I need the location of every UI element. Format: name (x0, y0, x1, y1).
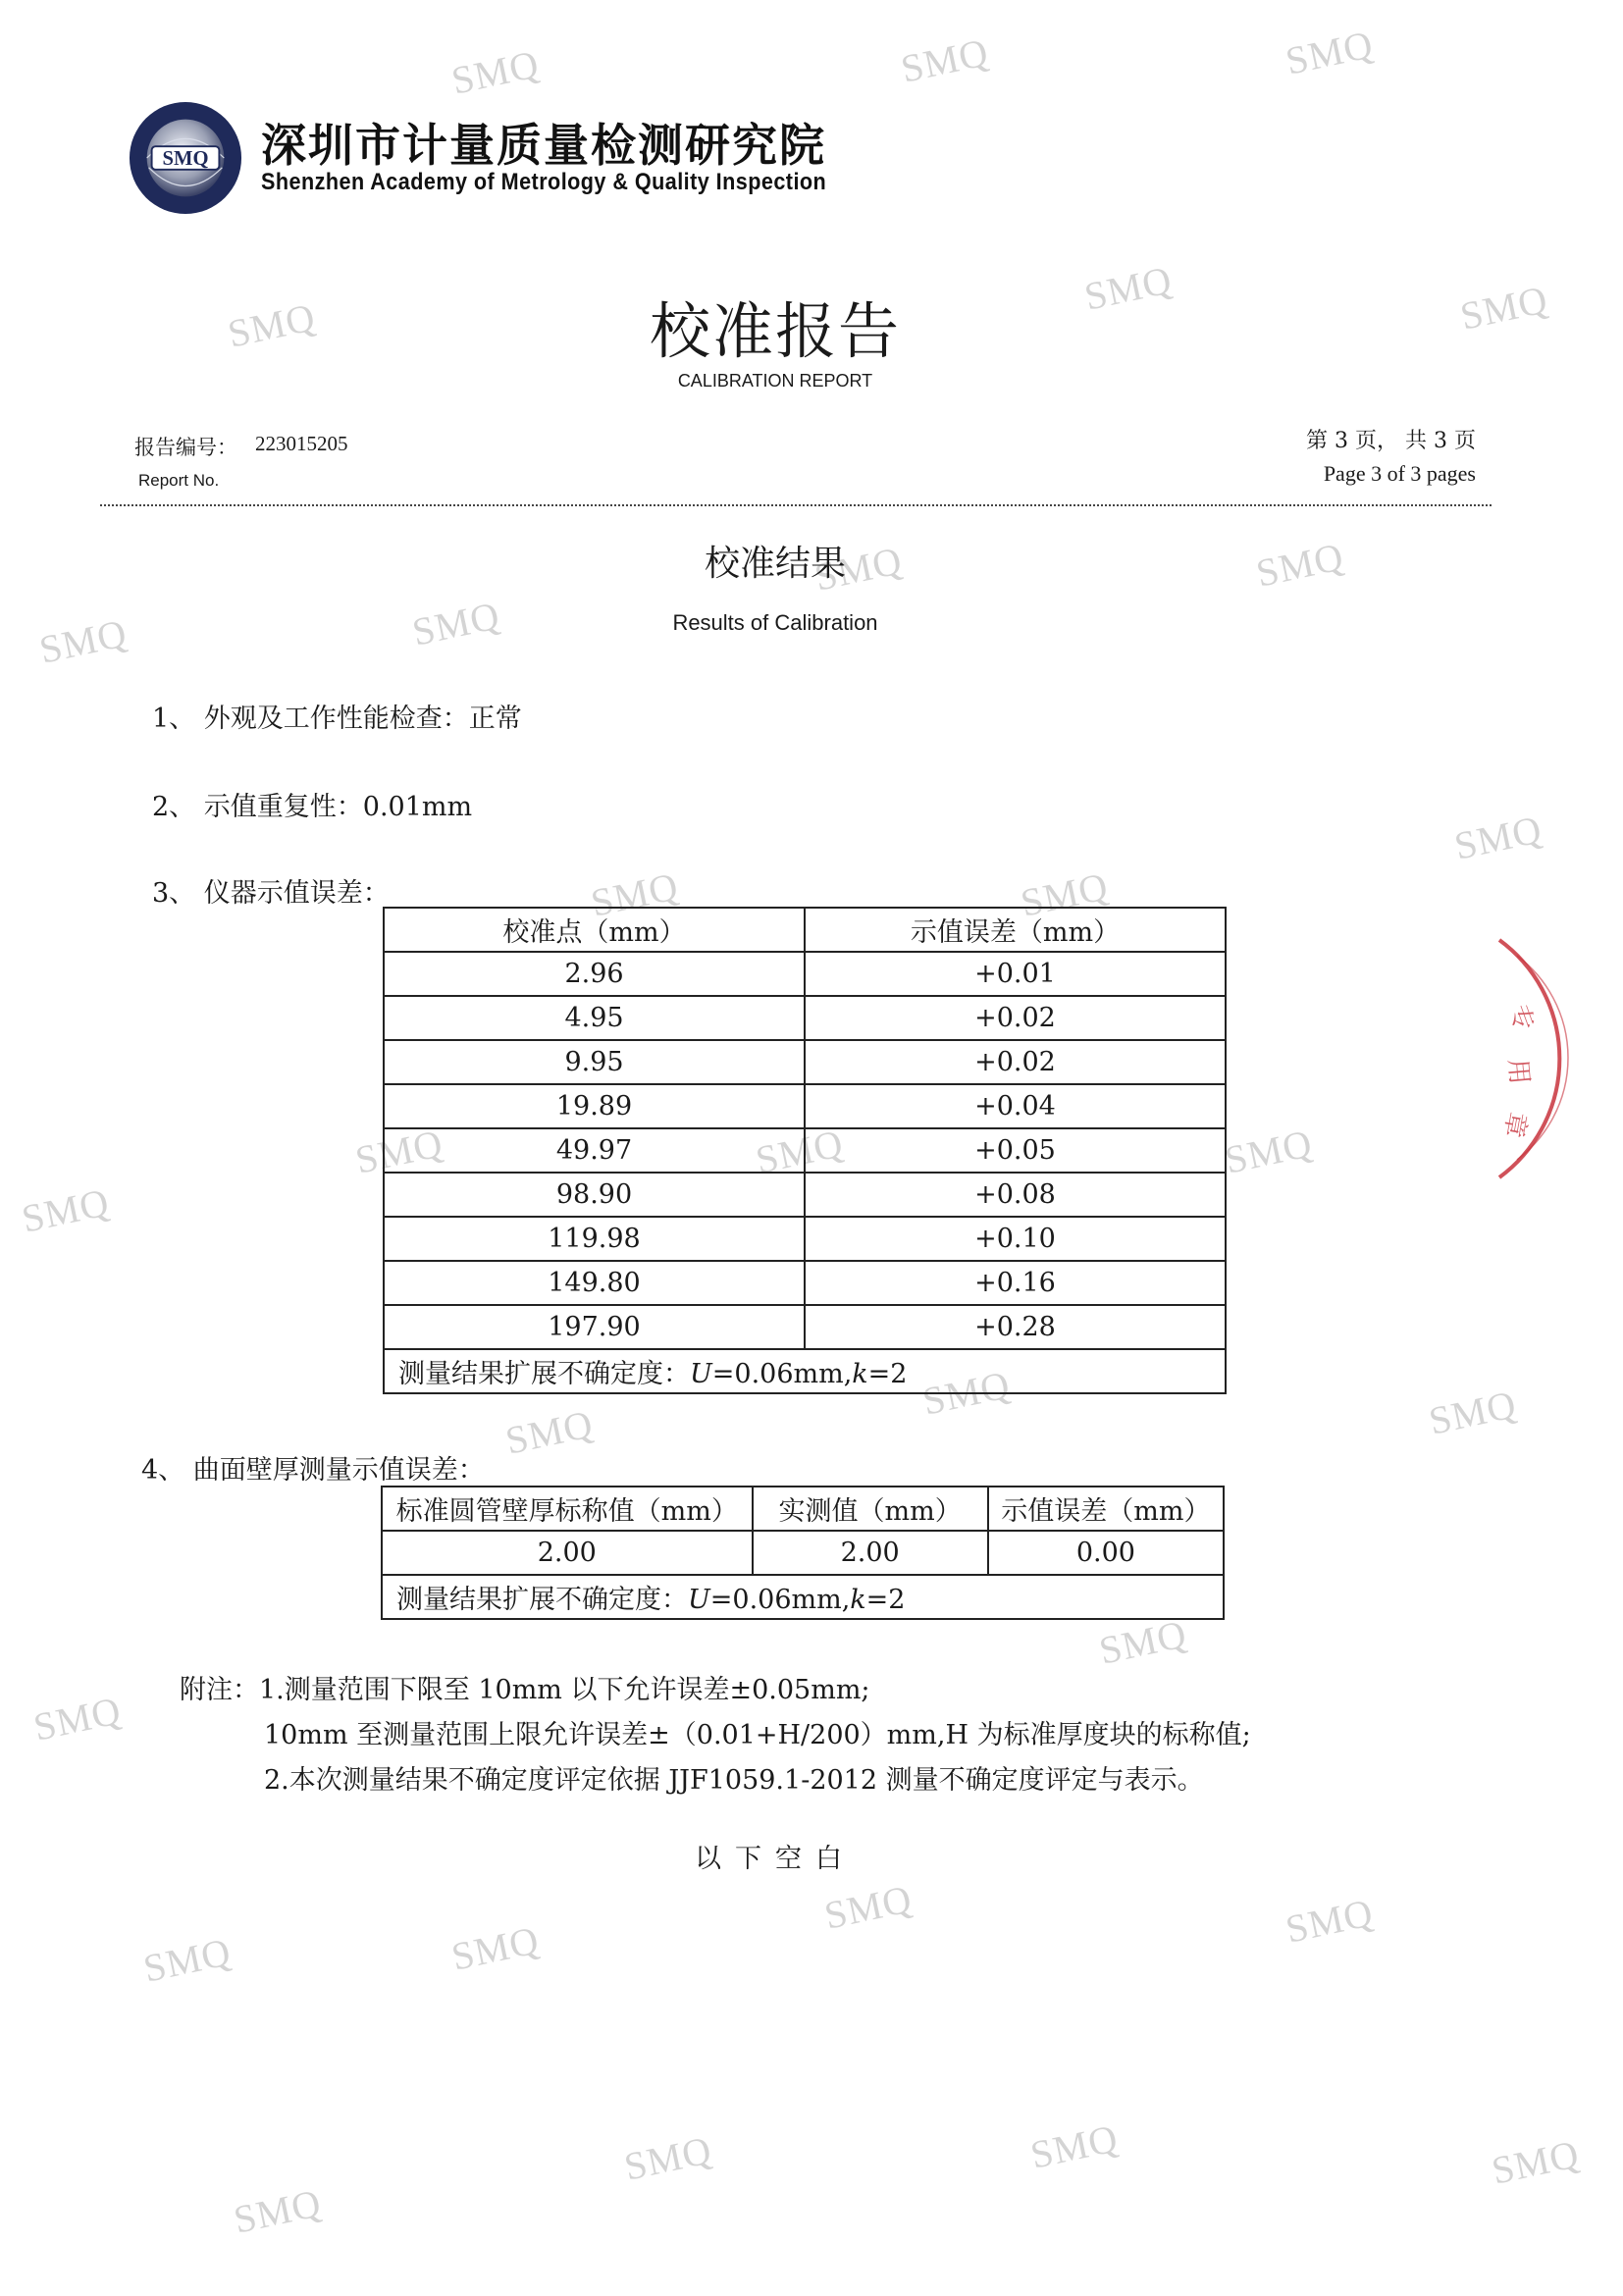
table-row (384, 1040, 1226, 1084)
table-cell: +0.04 (805, 1084, 1226, 1128)
document-title-cn: 校准报告 (649, 295, 901, 367)
org-name-cn: 深圳市计量质量检测研究院 (261, 119, 826, 172)
watermark: SMQ (1026, 2115, 1123, 2177)
watermark: SMQ (447, 41, 544, 103)
section-title-en: Results of Calibration (672, 610, 878, 635)
indication-error-item: 3、 仪器示值误差： (152, 878, 390, 909)
page-indicator-en: Page 3 of 3 pages (1323, 461, 1476, 486)
table-row (384, 1261, 1226, 1305)
report-number-label-cn: 报告编号： (134, 436, 237, 459)
watermark: SMQ (1456, 277, 1552, 339)
report-number-label-en: Report No. (138, 471, 220, 490)
svg-text:SMQ: SMQ (162, 147, 209, 170)
uncertainty-note: 测量结果扩展不确定度：U=0.06mm,k=2 (382, 1575, 1224, 1619)
table-header-row (382, 1487, 1224, 1531)
smq-logo (128, 100, 243, 216)
watermark: SMQ (897, 29, 993, 91)
watermark: SMQ (139, 1929, 236, 1991)
watermark: SMQ (811, 538, 907, 600)
table-row (384, 1217, 1226, 1261)
report-number-value: 223015205 (255, 432, 348, 455)
table-row (382, 1531, 1224, 1575)
watermark: SMQ (1450, 807, 1546, 868)
note-line: 2.本次测量结果不确定度评定依据 JJF1059.1-2012 测量不确定度评定与表示。 (264, 1765, 1204, 1796)
watermark: SMQ (1282, 22, 1378, 83)
table-cell: +0.08 (805, 1173, 1226, 1217)
table-cell: 98.90 (384, 1173, 805, 1217)
section-title-cn: 校准结果 (704, 544, 846, 584)
appearance-check-item: 1、 外观及工作性能检查：正常 (152, 704, 522, 734)
table-cell: 2.96 (384, 952, 805, 996)
table-cell: 9.95 (384, 1040, 805, 1084)
watermark: SMQ (18, 1179, 114, 1241)
wall-thickness-error-item: 4、 曲面壁厚测量示值误差： (141, 1455, 485, 1486)
svg-text:章: 章 (1497, 1109, 1532, 1140)
uncertainty-row (384, 1349, 1226, 1393)
wall-thickness-table (381, 1486, 1225, 1620)
table-row (384, 952, 1226, 996)
note-line: 10mm 至测量范围上限允许误差±（0.01+H/200）mm,H 为标准厚度块的标称值; (264, 1720, 1251, 1750)
watermark: SMQ (224, 294, 320, 356)
table-row (384, 1173, 1226, 1217)
watermark: SMQ (1221, 1121, 1317, 1182)
table-cell: +0.16 (805, 1261, 1226, 1305)
svg-text:用: 用 (1502, 1057, 1535, 1086)
watermark: SMQ (918, 1362, 1015, 1424)
watermark: SMQ (1252, 534, 1348, 596)
document-title-en: CALIBRATION REPORT (677, 371, 873, 391)
table-cell: +0.02 (805, 1040, 1226, 1084)
column-header: 示值误差（mm） (988, 1487, 1224, 1531)
watermark: SMQ (230, 2180, 326, 2242)
watermark: SMQ (620, 2127, 716, 2189)
indication-error-table (383, 907, 1227, 1394)
watermark: SMQ (587, 863, 683, 925)
table-cell: 49.97 (384, 1128, 805, 1173)
end-of-content-mark: 以下空白 (695, 1844, 856, 1874)
watermark: SMQ (35, 610, 131, 672)
notes (180, 1668, 1251, 1803)
table-cell: 4.95 (384, 996, 805, 1040)
watermark: SMQ (1017, 863, 1113, 925)
uncertainty-row (382, 1575, 1224, 1619)
watermark: SMQ (1282, 1890, 1378, 1952)
table-cell: +0.01 (805, 952, 1226, 996)
watermark: SMQ (820, 1876, 916, 1938)
table-cell: +0.10 (805, 1217, 1226, 1261)
table-cell: 197.90 (384, 1305, 805, 1349)
watermark: SMQ (501, 1401, 598, 1463)
official-seal (1470, 932, 1588, 1187)
header-divider (100, 504, 1492, 506)
watermark: SMQ (1095, 1611, 1191, 1673)
table-row (384, 1084, 1226, 1128)
table-cell: +0.28 (805, 1305, 1226, 1349)
table-row (384, 1305, 1226, 1349)
table-header-row (384, 908, 1226, 952)
org-name-en: Shenzhen Academy of Metrology & Quality Inspection (261, 169, 827, 195)
table-cell: 19.89 (384, 1084, 805, 1128)
column-header: 标准圆管壁厚标称值（mm） (382, 1487, 753, 1531)
watermark: SMQ (408, 593, 504, 654)
note-line: 附注：1.测量范围下限至 10mm 以下允许误差±0.05mm; (180, 1675, 870, 1705)
page-indicator-cn: 第 3 页， 共 3 页 (1306, 429, 1476, 453)
column-header: 实测值（mm） (753, 1487, 988, 1531)
watermark: SMQ (1488, 2131, 1584, 2193)
watermark: SMQ (1080, 257, 1177, 319)
table-row (384, 996, 1226, 1040)
svg-text:专: 专 (1502, 1001, 1540, 1035)
table-cell: 0.00 (988, 1531, 1224, 1575)
watermark: SMQ (447, 1917, 544, 1979)
table-cell: 2.00 (753, 1531, 988, 1575)
table-row (384, 1128, 1226, 1173)
table-cell: 2.00 (382, 1531, 753, 1575)
table-cell: 119.98 (384, 1217, 805, 1261)
uncertainty-note: 测量结果扩展不确定度：U=0.06mm,k=2 (384, 1349, 1226, 1393)
table-cell: 149.80 (384, 1261, 805, 1305)
table-cell: +0.02 (805, 996, 1226, 1040)
watermark: SMQ (29, 1688, 126, 1749)
watermark: SMQ (351, 1121, 447, 1182)
watermark: SMQ (1425, 1382, 1521, 1443)
repeatability-item: 2、 示值重复性：0.01mm (152, 792, 473, 822)
table-cell: +0.05 (805, 1128, 1226, 1173)
column-header: 校准点（mm） (384, 908, 805, 952)
watermark: SMQ (752, 1121, 848, 1182)
column-header: 示值误差（mm） (805, 908, 1226, 952)
